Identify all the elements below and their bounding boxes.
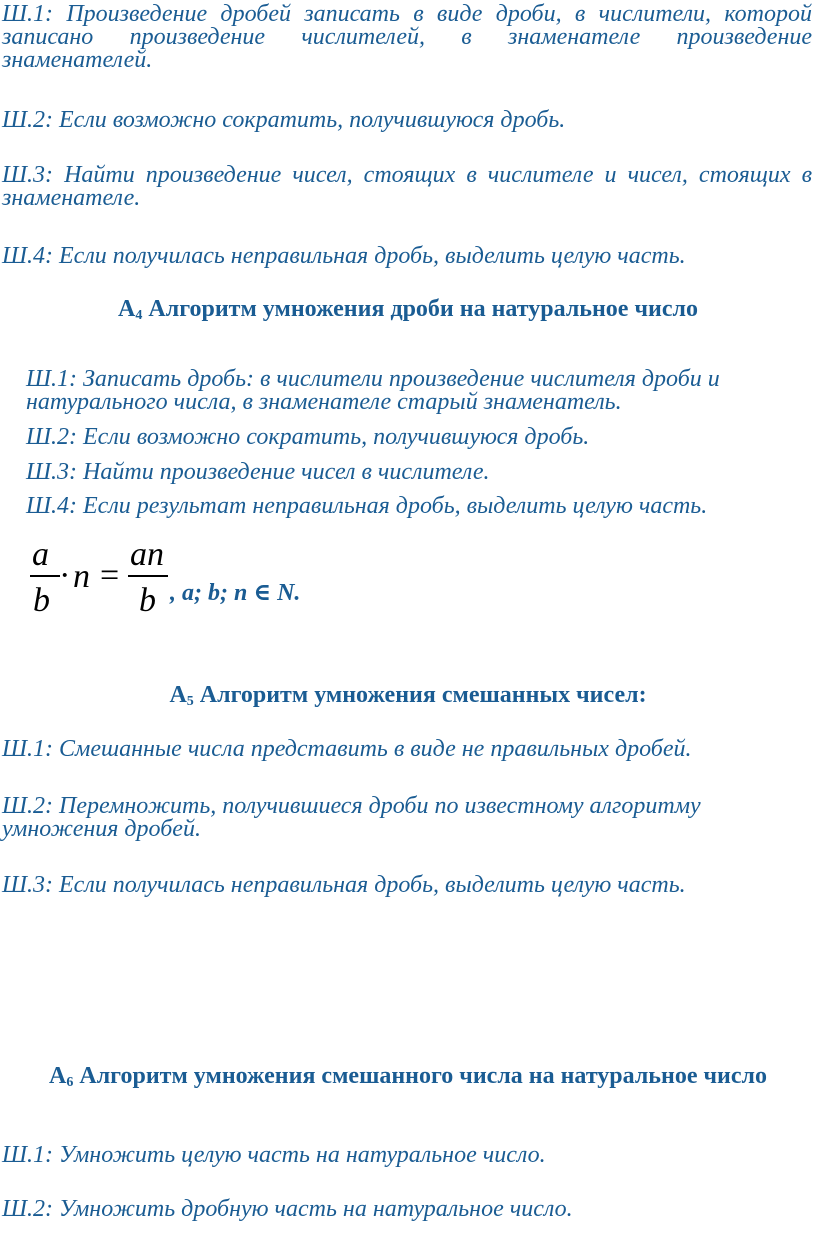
a4-step-3: Ш.3: Найти произведение чисел в числителе. bbox=[26, 459, 490, 485]
heading-a5-prefix: А bbox=[169, 682, 187, 708]
a6-step-2: Ш.2: Умножить дробную часть на натуральное число. bbox=[2, 1196, 573, 1222]
heading-a6-text: Алгоритм умножения смешанного числа на натуральное число bbox=[73, 1063, 767, 1089]
heading-a4-prefix: А bbox=[118, 296, 136, 322]
heading-a6-prefix: А bbox=[49, 1063, 67, 1089]
a6-step-1: Ш.1: Умножить целую часть на натуральное число. bbox=[2, 1142, 546, 1168]
a4-step-1: Ш.1: Записать дробь: в числители произведение числителя дроби и натурального числа, в знаменателе старый знаменатель. bbox=[26, 366, 720, 415]
heading-a6-index: 6 bbox=[66, 1075, 74, 1090]
heading-a5-index: 5 bbox=[186, 694, 194, 709]
heading-a4-text: Алгоритм умножения дроби на натуральное число bbox=[142, 296, 698, 322]
formula-fraction-bar-1 bbox=[30, 575, 60, 577]
formula-condition: , a; b; n ∈ N. bbox=[170, 580, 301, 606]
block1-step-4: Ш.4: Если получилась неправильная дробь, выделить целую часть. bbox=[2, 243, 686, 269]
formula-fraction-bar-2 bbox=[128, 575, 168, 577]
a5-step-1: Ш.1: Смешанные числа представить в виде не правильных дробей. bbox=[2, 736, 692, 762]
block1-step-1: Ш.1: Произведение дробей записать в виде дроби, в числители, которой записано произведение числителей, в знаменателе произведение знаменателей. bbox=[2, 1, 812, 73]
heading-a4-index: 4 bbox=[135, 308, 143, 323]
formula-denominator-2: b bbox=[139, 582, 156, 619]
a5-step-2: Ш.2: Перемножить, получившиеся дроби по известному алгоритму умножения дробей. bbox=[2, 793, 701, 842]
formula-dot: · bbox=[60, 557, 69, 594]
a4-step-4: Ш.4: Если результат неправильная дробь, выделить целую часть. bbox=[26, 493, 708, 519]
formula-denominator-1: b bbox=[33, 582, 50, 619]
formula-numerator-2: an bbox=[130, 536, 164, 573]
heading-a4 bbox=[0, 297, 816, 328]
block1-step-2: Ш.2: Если возможно сократить, получившуюся дробь. bbox=[2, 107, 566, 133]
formula-variable: n bbox=[73, 558, 90, 595]
a5-step-3: Ш.3: Если получилась неправильная дробь, выделить целую часть. bbox=[2, 872, 686, 898]
heading-a5-text: Алгоритм умножения смешанных чисел: bbox=[193, 682, 647, 708]
a4-step-2: Ш.2: Если возможно сократить, получившуюся дробь. bbox=[26, 424, 590, 450]
block1-step-3: Ш.3: Найти произведение чисел, стоящих в числителе и чисел, стоящих в знаменателе. bbox=[2, 162, 812, 211]
formula-numerator-1: a bbox=[32, 536, 49, 573]
heading-a6 bbox=[20, 1064, 796, 1095]
heading-a5 bbox=[0, 683, 816, 714]
formula-equals: = bbox=[100, 557, 120, 594]
